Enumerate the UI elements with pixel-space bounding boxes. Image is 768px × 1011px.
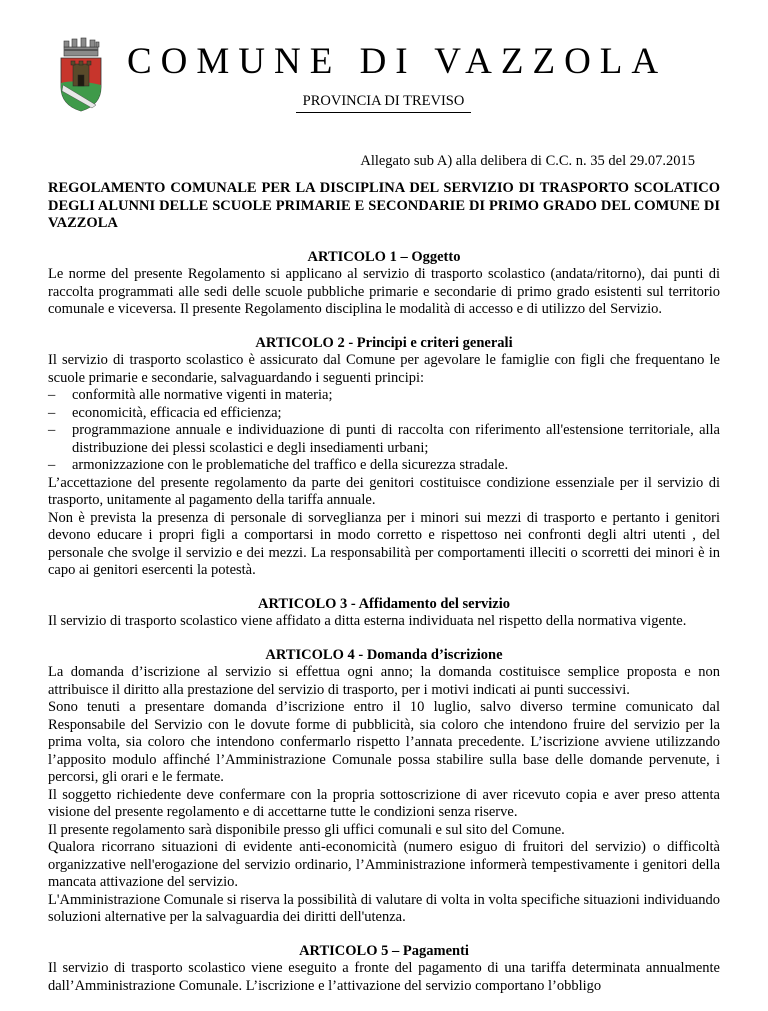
article-paragraph: L’accettazione del presente regolamento da parte dei genitori costituisce condizione essenziale per il servizio di trasporto, unitamente al pagamento della tariffa annuale. (48, 474, 720, 508)
article-heading: ARTICOLO 5 – Pagamenti (299, 942, 469, 959)
article-intro: Il servizio di trasporto scolastico è assicurato dal Comune per agevolare le famiglie con figli che frequentano le scuole primarie e secondarie, salvaguardando i seguenti principi: (48, 352, 720, 386)
dash-icon: – (48, 422, 56, 438)
article-paragraph: Il presente regolamento sarà disponibile presso gli uffici comunali e sul sito del Comune. (48, 821, 565, 838)
list-item: – armonizzazione con le problematiche del traffico e della sicurezza stradale. (48, 457, 509, 473)
dash-icon: – (48, 387, 56, 403)
article-paragraph: L'Amministrazione Comunale si riserva la possibilità di valutare di volta in volta specifiche situazioni individuando soluzioni alternative per la salvaguardia dei diritti dell'utenza. (48, 891, 720, 925)
list-item: – economicità, efficacia ed efficienza; (48, 404, 282, 421)
dash-icon: – (48, 404, 56, 421)
page-title: COMUNE DI VAZZOLA (127, 41, 668, 82)
article-paragraph: La domanda d’iscrizione al servizio si effettua ogni anno; la domanda costituisce semplice proposta e non attribuisce il diritto alla prestazione del servizio di trasporto, per i motivi indicati ai punti successivi. (48, 664, 720, 698)
article-heading: ARTICOLO 4 - Domanda d’iscrizione (265, 646, 503, 663)
article-3 (48, 596, 720, 631)
article-2 (48, 335, 720, 580)
article-4 (48, 647, 720, 927)
article-paragraph: Il servizio di trasporto scolastico viene eseguito a fronte del pagamento di una tariffa determinata annualmente dall’Amministrazione Comunale. L’iscrizione e l’attivazione del servizio comportano l’obbligo (48, 960, 720, 994)
province-subtitle: PROVINCIA DI TREVISO (296, 91, 471, 113)
coat-of-arms-icon (56, 35, 106, 113)
article-paragraph: Sono tenuti a presentare domanda d’iscrizione entro il 10 luglio, salvo diverso termine comunicato dal Responsabile del Servizio con le dovute forme di pubblicità, sia coloro che intendono fruire del servizio per la prima volta, sia coloro che intendono confermarlo rispetto l’annata precedente. L’iscrizione avviene utilizzando l’apposito modulo affinché l’Amministrazione Comunale possa stabilire sulla base delle domande pervenute, i percorsi, gli orari e le fermate. (48, 699, 720, 785)
dash-icon: – (48, 457, 56, 473)
article-1 (48, 249, 720, 319)
article-5 (48, 943, 720, 996)
article-heading: ARTICOLO 2 - Principi e criteri generali (255, 334, 513, 351)
tower-icon (71, 61, 91, 86)
article-paragraph: Il servizio di trasporto scolastico viene affidato a ditta esterna individuata nel rispetto della normativa vigente. (48, 613, 687, 629)
regulation-title: REGOLAMENTO COMUNALE PER LA DISCIPLINA DEL SERVIZIO DI TRASPORTO SCOLATICO DEGLI ALUNNI DELLE SCUOLE PRIMARIE E SECONDARIE DI PRIMO GRADO DEL COMUNE DI VAZZOLA (48, 180, 720, 231)
crown-icon (64, 38, 99, 56)
article-paragraph: Le norme del presente Regolamento si applicano al servizio di trasporto scolastico (andata/ritorno), dai punti di raccolta programmati alle sedi delle scuole pubbliche primarie e secondarie di primo grado esistenti sul territorio comunale e viceversa. Il presente Regolamento disciplina le modalità di accesso e di utilizzo del Servizio. (48, 266, 720, 317)
article-heading: ARTICOLO 3 - Affidamento del servizio (257, 595, 510, 612)
allegato-reference: Allegato sub A) alla delibera di C.C. n. 35 del 29.07.2015 (360, 153, 695, 169)
list-item: – programmazione annuale e individuazione di punti di raccolta con riferimento all'estensione territoriale, alla distribuzione dei plessi scolastici e degli insediamenti urbani; (48, 422, 720, 456)
principles-list (48, 387, 720, 475)
document-body (48, 180, 720, 1011)
article-paragraph: Qualora ricorrano situazioni di evidente anti-economicità (numero esiguo di fruitori del servizio) o difficoltà organizzative nell'erogazione del servizio ordinario, l’Amministrazione informerà tempestivamente i genitori della mancata attivazione del servizio. (48, 839, 720, 890)
list-item: – conformità alle normative vigenti in materia; (48, 387, 333, 403)
article-heading: ARTICOLO 1 – Oggetto (307, 248, 461, 265)
article-paragraph: Il soggetto richiedente deve confermare con la propria sottoscrizione di aver ricevuto copia e aver preso attenta visione del presente regolamento e di accettarne tutte le condizioni senza riserve. (48, 786, 720, 820)
article-paragraph: Non è prevista la presenza di personale di sorveglianza per i minori sui mezzi di trasporto e pertanto i genitori devono educare i propri figli a comportarsi in modo corretto e rispettoso nei confronti degli altri utenti , del personale che svolge il servizio e dei mezzi. La responsabilità per comportamenti illeciti o scorretti dei minori è in capo ai genitori esercenti la potestà. (48, 509, 720, 578)
